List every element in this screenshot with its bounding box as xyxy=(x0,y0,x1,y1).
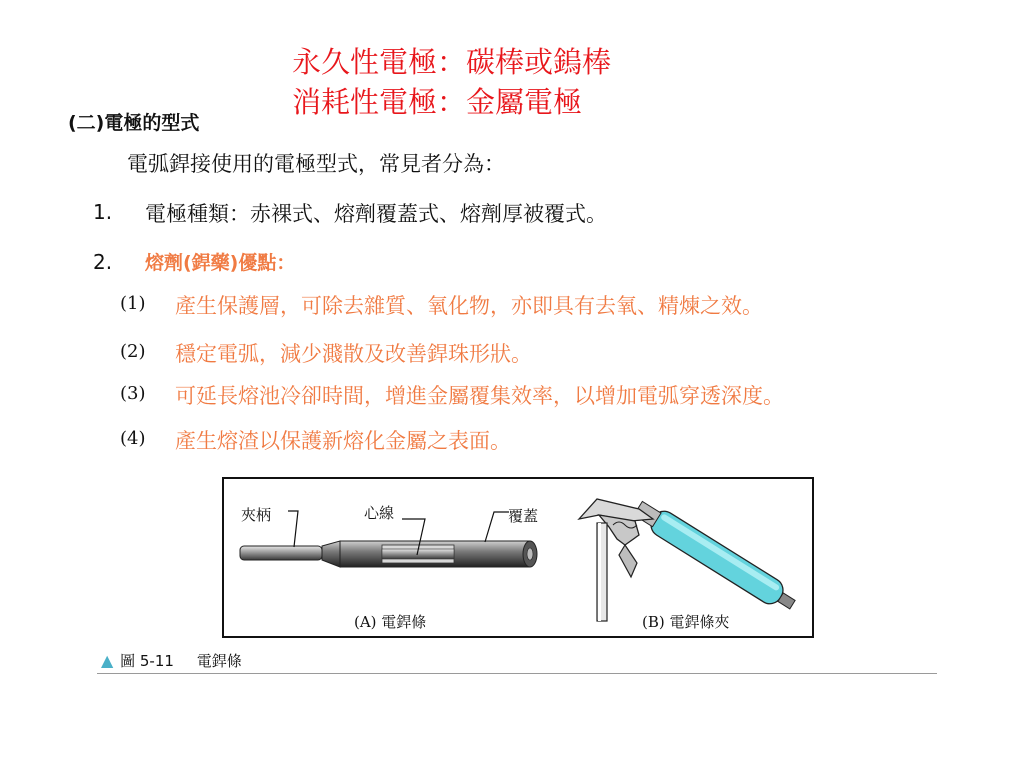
item-2-number: 2. xyxy=(93,250,113,274)
caption-triangle-icon: ▲ xyxy=(101,651,114,670)
note-consumable-electrode: 消耗性電極：金屬電極 xyxy=(292,85,583,119)
subcaption-b: (B) 電銲條夾 xyxy=(642,613,730,631)
sub-item-4-text: 產生熔渣以保護新熔化金屬之表面。 xyxy=(175,429,511,453)
label-core-wire: 心線 xyxy=(364,504,395,522)
item-1-text: 電極種類：赤裸式、熔劑覆蓋式、熔劑厚被覆式。 xyxy=(145,202,607,226)
intro-text: 電弧銲接使用的電極型式，常見者分為： xyxy=(127,152,505,176)
sub-item-3-text: 可延長熔池冷卻時間，增進金屬覆集效率，以增加電弧穿透深度。 xyxy=(175,384,784,408)
item-1-number: 1. xyxy=(93,200,113,224)
sub-item-2-number: (2) xyxy=(120,341,146,362)
label-coating: 覆蓋 xyxy=(508,507,539,525)
label-clamp: 夾柄 xyxy=(241,506,272,524)
figure-5-11 xyxy=(222,477,814,638)
subcaption-a: (A) 電銲條 xyxy=(354,613,427,631)
note-permanent-electrode: 永久性電極：碳棒或鎢棒 xyxy=(292,45,612,79)
caption-title: 電銲條 xyxy=(196,652,242,670)
electrode-holder-illustration xyxy=(569,485,809,625)
item-2-text: 熔劑(銲藥)優點： xyxy=(145,252,296,274)
section-title: (二)電極的型式 xyxy=(68,112,200,134)
caption-number: 圖 5-11 xyxy=(120,652,174,670)
figure-caption xyxy=(101,650,242,671)
sub-item-2-text: 穩定電弧，減少濺散及改善銲珠形狀。 xyxy=(175,342,532,366)
sub-item-3-number: (3) xyxy=(120,383,146,404)
sub-item-1-number: (1) xyxy=(120,293,146,314)
caption-divider xyxy=(97,673,937,674)
sub-item-4-number: (4) xyxy=(120,428,146,449)
sub-item-1-text: 產生保護層，可除去雜質、氧化物，亦即具有去氧、精煉之效。 xyxy=(175,294,763,318)
